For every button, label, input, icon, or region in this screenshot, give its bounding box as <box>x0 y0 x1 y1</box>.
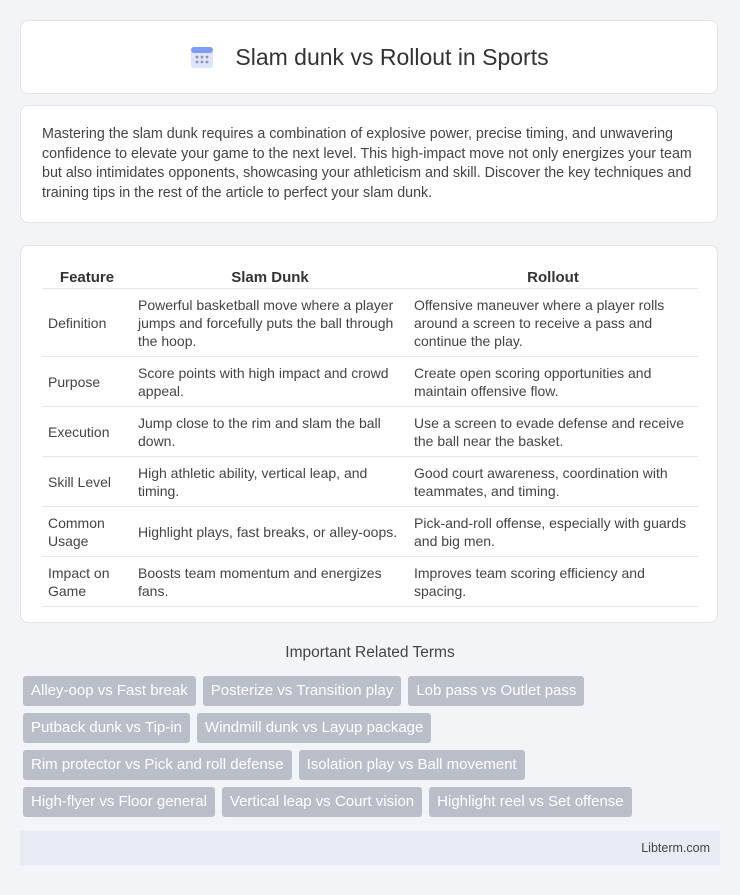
intro-paragraph: Mastering the slam dunk requires a combination of explosive power, precise timing, and unwavering confidence to elevate your game to the next level. This high-impact move not only energizes your team but also intimidates opponents, showcasing your athleticism and skill. Discover the key techniques and training tips in the rest of the article to perfect your slam dunk. <box>42 126 692 201</box>
feature-cell: Execution <box>42 407 132 457</box>
related-terms-title: Important Related Terms <box>285 644 455 661</box>
table-row <box>42 557 698 607</box>
slam-dunk-cell: Jump close to the rim and slam the ball down. <box>132 407 408 457</box>
rollout-cell: Good court awareness, coordination with teammates, and timing. <box>408 457 698 507</box>
related-term-tag[interactable]: Windmill dunk vs Layup package <box>197 713 431 743</box>
table-row <box>42 507 698 557</box>
rollout-cell: Use a screen to evade defense and receive the ball near the basket. <box>408 407 698 457</box>
table-row <box>42 357 698 407</box>
page-title <box>189 44 548 71</box>
table-header-row <box>42 266 698 289</box>
page-title-text: Slam dunk vs Rollout in Sports <box>235 43 549 70</box>
related-term-tag[interactable]: Alley-oop vs Fast break <box>23 676 196 706</box>
table-row <box>42 457 698 507</box>
table-row <box>42 289 698 357</box>
slam-dunk-cell: High athletic ability, vertical leap, and timing. <box>132 457 408 507</box>
feature-cell: Skill Level <box>42 457 132 507</box>
column-header-rollout: Rollout <box>408 266 698 289</box>
column-header-feature: Feature <box>42 266 132 289</box>
related-term-tag[interactable]: Posterize vs Transition play <box>203 676 402 706</box>
feature-cell: Purpose <box>42 357 132 407</box>
rollout-cell: Create open scoring opportunities and maintain offensive flow. <box>408 357 698 407</box>
slam-dunk-cell: Boosts team momentum and energizes fans. <box>132 557 408 607</box>
table-row <box>42 407 698 457</box>
slam-dunk-cell: Powerful basketball move where a player jumps and forcefully puts the ball through the hoop. <box>132 289 408 357</box>
intro-card <box>20 105 718 223</box>
feature-cell: Common Usage <box>42 507 132 557</box>
related-term-tag[interactable]: Putback dunk vs Tip-in <box>23 713 190 743</box>
tag-row <box>23 676 723 706</box>
feature-cell: Impact on Game <box>42 557 132 607</box>
related-term-tag[interactable]: Lob pass vs Outlet pass <box>408 676 584 706</box>
comparison-table <box>42 266 698 607</box>
tag-row <box>23 787 723 817</box>
related-term-tag[interactable]: High-flyer vs Floor general <box>23 787 215 817</box>
footer-site-link[interactable]: Libterm.com <box>641 841 710 855</box>
rollout-cell: Pick-and-roll offense, especially with guards and big men. <box>408 507 698 557</box>
related-term-tag[interactable]: Isolation play vs Ball movement <box>299 750 525 780</box>
rollout-cell: Offensive maneuver where a player rolls around a screen to receive a pass and continue the play. <box>408 289 698 357</box>
column-header-slam-dunk: Slam Dunk <box>132 266 408 289</box>
related-term-tag[interactable]: Rim protector vs Pick and roll defense <box>23 750 292 780</box>
feature-cell: Definition <box>42 289 132 357</box>
related-term-tag[interactable]: Vertical leap vs Court vision <box>222 787 422 817</box>
related-term-tag[interactable]: Highlight reel vs Set offense <box>429 787 632 817</box>
header-card <box>20 20 718 94</box>
comparison-table-card <box>20 245 718 623</box>
footer <box>20 831 720 865</box>
slam-dunk-cell: Highlight plays, fast breaks, or alley-oops. <box>132 507 408 557</box>
related-terms-list <box>23 676 723 824</box>
rollout-cell: Improves team scoring efficiency and spacing. <box>408 557 698 607</box>
calendar-icon <box>189 44 215 70</box>
slam-dunk-cell: Score points with high impact and crowd appeal. <box>132 357 408 407</box>
tag-row <box>23 750 723 780</box>
tag-row <box>23 713 723 743</box>
